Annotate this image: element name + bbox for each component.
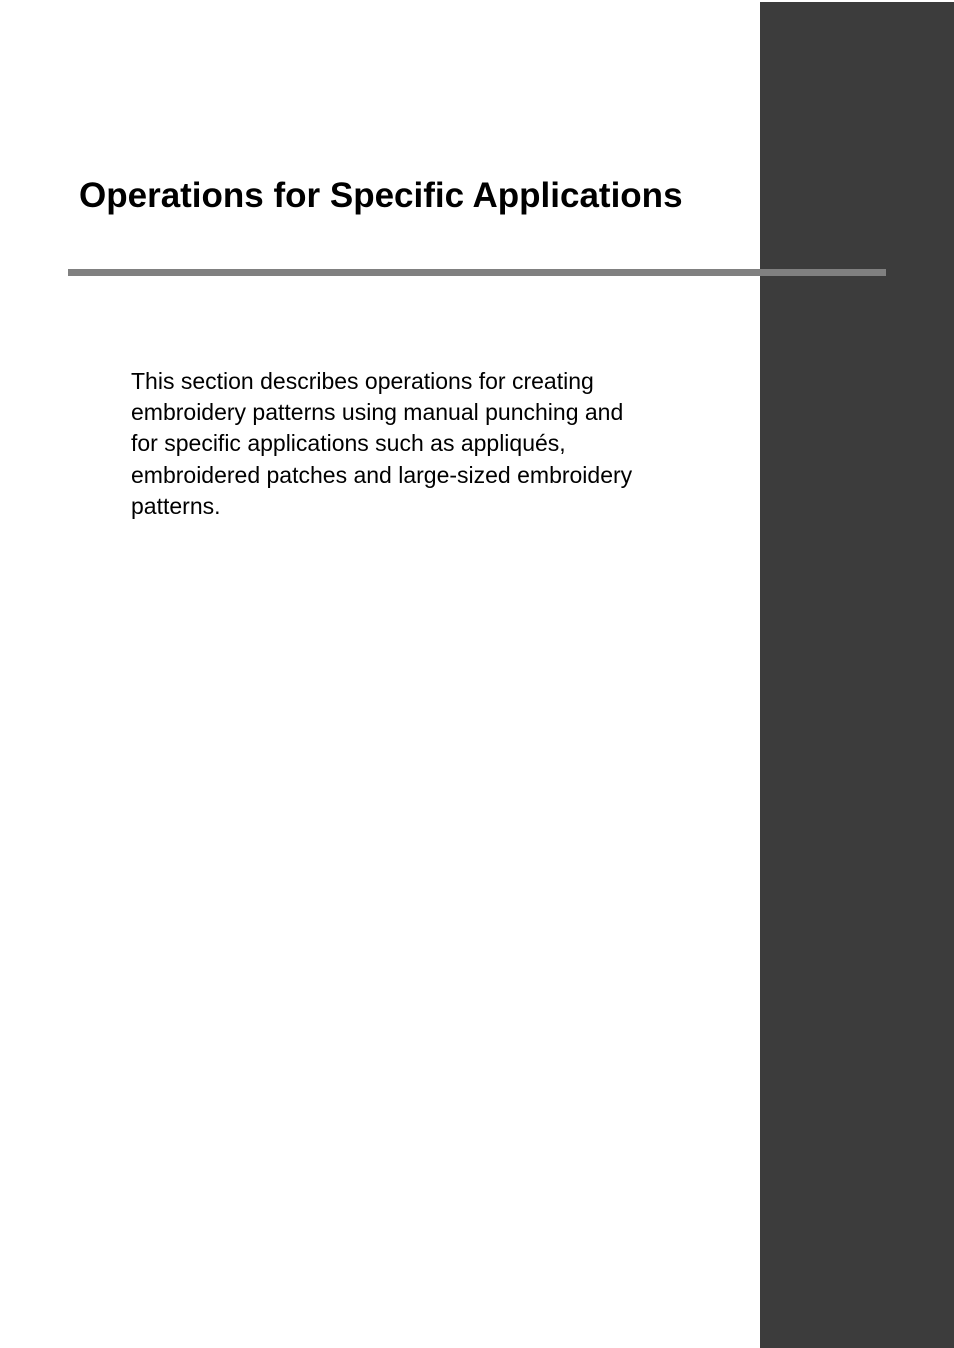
- description-line: embroidered patches and large-sized embroidery: [131, 461, 633, 488]
- description-line: embroidery patterns using manual punching and: [131, 399, 624, 426]
- title-underline-rule: [68, 269, 886, 276]
- section-description: [131, 366, 731, 522]
- description-line: This section describes operations for creating: [131, 368, 594, 394]
- page-title: Operations for Specific Applications: [79, 176, 683, 215]
- description-line: for specific applications such as appliqués,: [131, 430, 566, 457]
- chapter-side-band: [760, 2, 954, 1348]
- description-line: patterns.: [131, 492, 221, 519]
